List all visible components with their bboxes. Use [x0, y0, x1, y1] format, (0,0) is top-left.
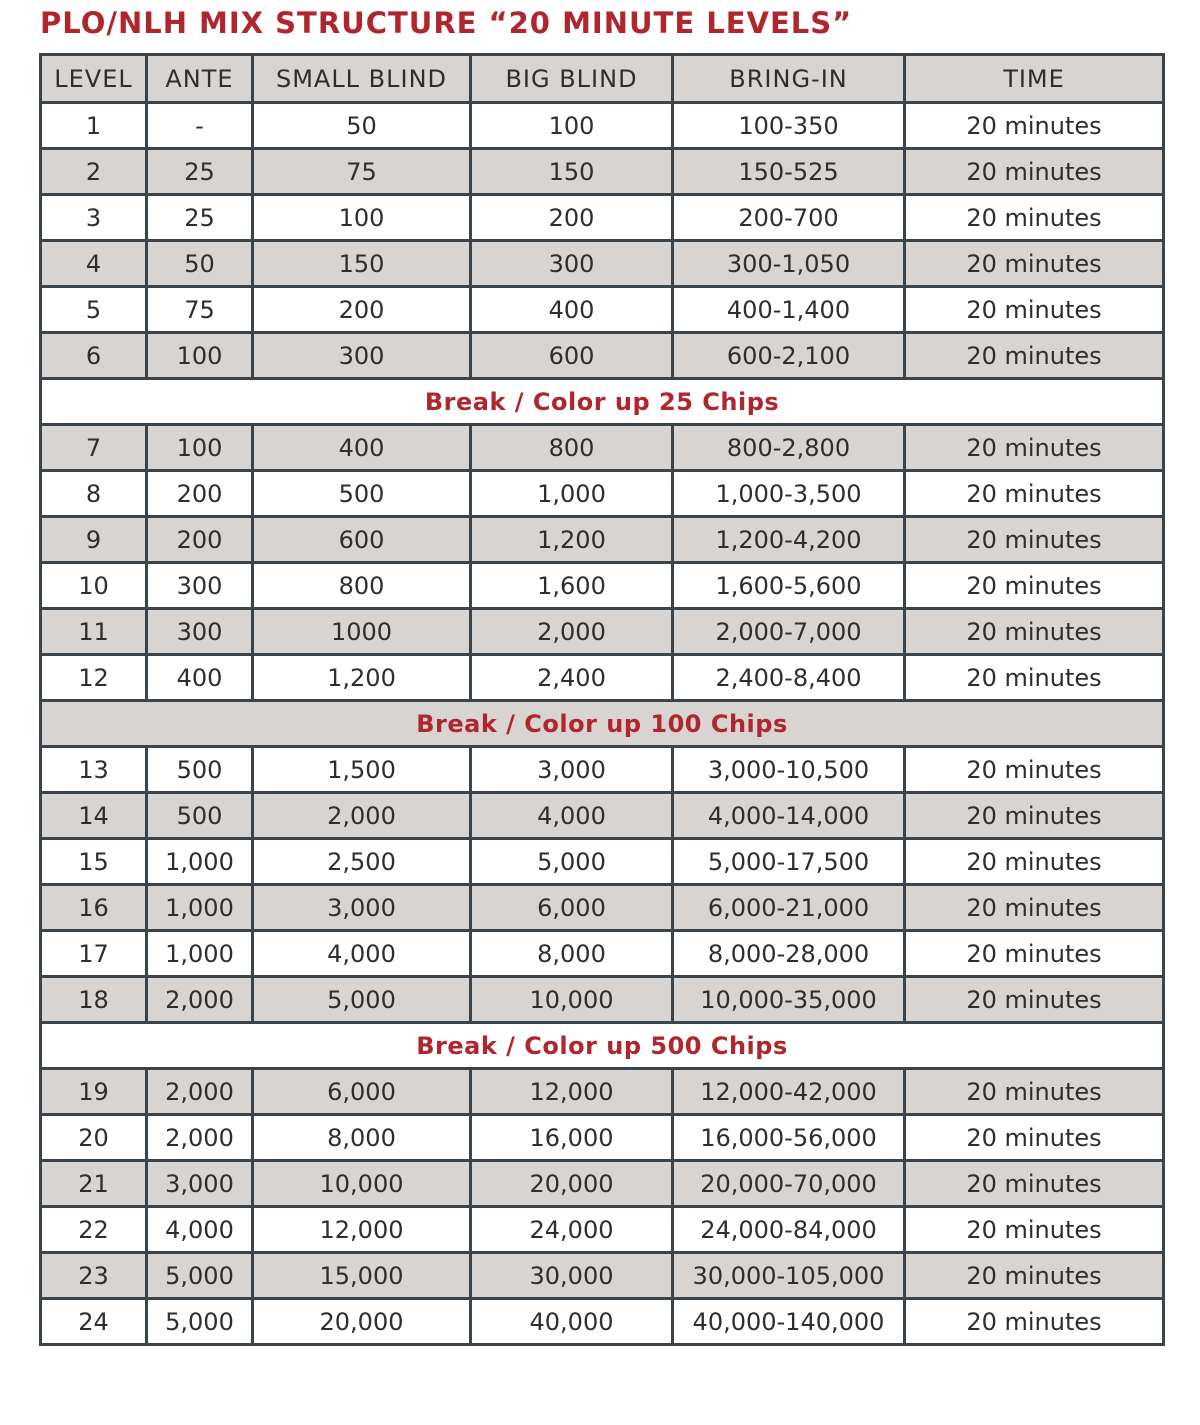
table-row — [41, 425, 1164, 471]
time-cell: 20 minutes — [905, 517, 1164, 563]
small-blind-cell: 2,500 — [253, 839, 471, 885]
big-blind-cell: 600 — [471, 333, 673, 379]
bring-in-cell: 20,000-70,000 — [673, 1161, 905, 1207]
bring-in-cell: 100-350 — [673, 103, 905, 149]
bring-in-cell: 300-1,050 — [673, 241, 905, 287]
blind-structure-table — [39, 53, 1165, 1346]
level-cell: 8 — [41, 471, 147, 517]
small-blind-cell: 10,000 — [253, 1161, 471, 1207]
header-row — [41, 55, 1164, 103]
time-cell: 20 minutes — [905, 793, 1164, 839]
table-row — [41, 747, 1164, 793]
big-blind-cell: 20,000 — [471, 1161, 673, 1207]
table-row — [41, 149, 1164, 195]
break-row — [41, 1023, 1164, 1069]
table-body — [41, 103, 1164, 1345]
small-blind-cell: 800 — [253, 563, 471, 609]
ante-cell: 25 — [147, 149, 253, 195]
bring-in-cell: 200-700 — [673, 195, 905, 241]
table-row — [41, 1253, 1164, 1299]
column-header-time: TIME — [905, 55, 1164, 103]
table-row — [41, 931, 1164, 977]
big-blind-cell: 150 — [471, 149, 673, 195]
level-cell: 15 — [41, 839, 147, 885]
bring-in-cell: 2,400-8,400 — [673, 655, 905, 701]
time-cell: 20 minutes — [905, 977, 1164, 1023]
big-blind-cell: 300 — [471, 241, 673, 287]
column-header-bring-in: BRING-IN — [673, 55, 905, 103]
small-blind-cell: 6,000 — [253, 1069, 471, 1115]
ante-cell: 3,000 — [147, 1161, 253, 1207]
ante-cell: 1,000 — [147, 885, 253, 931]
time-cell: 20 minutes — [905, 609, 1164, 655]
time-cell: 20 minutes — [905, 655, 1164, 701]
bring-in-cell: 8,000-28,000 — [673, 931, 905, 977]
time-cell: 20 minutes — [905, 333, 1164, 379]
table-row — [41, 839, 1164, 885]
time-cell: 20 minutes — [905, 931, 1164, 977]
small-blind-cell: 100 — [253, 195, 471, 241]
ante-cell: 200 — [147, 517, 253, 563]
level-cell: 14 — [41, 793, 147, 839]
small-blind-cell: 15,000 — [253, 1253, 471, 1299]
ante-cell: 1,000 — [147, 931, 253, 977]
page-title: PLO/NLH MIX STRUCTURE “20 MINUTE LEVELS” — [40, 6, 853, 40]
bring-in-cell: 10,000-35,000 — [673, 977, 905, 1023]
table-row — [41, 333, 1164, 379]
small-blind-cell: 300 — [253, 333, 471, 379]
ante-cell: 25 — [147, 195, 253, 241]
ante-cell: 100 — [147, 425, 253, 471]
big-blind-cell: 24,000 — [471, 1207, 673, 1253]
ante-cell: 1,000 — [147, 839, 253, 885]
table-row — [41, 1207, 1164, 1253]
table-row — [41, 517, 1164, 563]
time-cell: 20 minutes — [905, 839, 1164, 885]
big-blind-cell: 200 — [471, 195, 673, 241]
time-cell: 20 minutes — [905, 563, 1164, 609]
small-blind-cell: 5,000 — [253, 977, 471, 1023]
level-cell: 19 — [41, 1069, 147, 1115]
time-cell: 20 minutes — [905, 195, 1164, 241]
level-cell: 21 — [41, 1161, 147, 1207]
small-blind-cell: 600 — [253, 517, 471, 563]
ante-cell: 300 — [147, 609, 253, 655]
column-header-ante: ANTE — [147, 55, 253, 103]
big-blind-cell: 400 — [471, 287, 673, 333]
table-row — [41, 1069, 1164, 1115]
big-blind-cell: 1,000 — [471, 471, 673, 517]
level-cell: 2 — [41, 149, 147, 195]
bring-in-cell: 2,000-7,000 — [673, 609, 905, 655]
small-blind-cell: 8,000 — [253, 1115, 471, 1161]
ante-cell: 75 — [147, 287, 253, 333]
time-cell: 20 minutes — [905, 1161, 1164, 1207]
column-header-small-blind: SMALL BLIND — [253, 55, 471, 103]
column-header-big-blind: BIG BLIND — [471, 55, 673, 103]
big-blind-cell: 800 — [471, 425, 673, 471]
table-row — [41, 1299, 1164, 1345]
small-blind-cell: 20,000 — [253, 1299, 471, 1345]
big-blind-cell: 1,600 — [471, 563, 673, 609]
small-blind-cell: 3,000 — [253, 885, 471, 931]
ante-cell: - — [147, 103, 253, 149]
bring-in-cell: 1,200-4,200 — [673, 517, 905, 563]
break-row — [41, 701, 1164, 747]
small-blind-cell: 75 — [253, 149, 471, 195]
small-blind-cell: 1,500 — [253, 747, 471, 793]
big-blind-cell: 30,000 — [471, 1253, 673, 1299]
level-cell: 5 — [41, 287, 147, 333]
big-blind-cell: 16,000 — [471, 1115, 673, 1161]
break-label: Break / Color up 100 Chips — [41, 701, 1164, 747]
big-blind-cell: 2,000 — [471, 609, 673, 655]
time-cell: 20 minutes — [905, 1253, 1164, 1299]
level-cell: 13 — [41, 747, 147, 793]
break-label: Break / Color up 25 Chips — [41, 379, 1164, 425]
break-label: Break / Color up 500 Chips — [41, 1023, 1164, 1069]
table-row — [41, 793, 1164, 839]
bring-in-cell: 24,000-84,000 — [673, 1207, 905, 1253]
small-blind-cell: 50 — [253, 103, 471, 149]
small-blind-cell: 150 — [253, 241, 471, 287]
level-cell: 4 — [41, 241, 147, 287]
bring-in-cell: 30,000-105,000 — [673, 1253, 905, 1299]
bring-in-cell: 5,000-17,500 — [673, 839, 905, 885]
big-blind-cell: 12,000 — [471, 1069, 673, 1115]
bring-in-cell: 1,000-3,500 — [673, 471, 905, 517]
ante-cell: 2,000 — [147, 977, 253, 1023]
level-cell: 12 — [41, 655, 147, 701]
level-cell: 20 — [41, 1115, 147, 1161]
ante-cell: 50 — [147, 241, 253, 287]
level-cell: 16 — [41, 885, 147, 931]
ante-cell: 5,000 — [147, 1253, 253, 1299]
big-blind-cell: 1,200 — [471, 517, 673, 563]
ante-cell: 100 — [147, 333, 253, 379]
time-cell: 20 minutes — [905, 103, 1164, 149]
table-row — [41, 241, 1164, 287]
table-row — [41, 977, 1164, 1023]
bring-in-cell: 12,000-42,000 — [673, 1069, 905, 1115]
bring-in-cell: 800-2,800 — [673, 425, 905, 471]
table-row — [41, 1115, 1164, 1161]
small-blind-cell: 200 — [253, 287, 471, 333]
time-cell: 20 minutes — [905, 747, 1164, 793]
table-row — [41, 609, 1164, 655]
level-cell: 3 — [41, 195, 147, 241]
table-row — [41, 1161, 1164, 1207]
big-blind-cell: 6,000 — [471, 885, 673, 931]
bring-in-cell: 150-525 — [673, 149, 905, 195]
ante-cell: 400 — [147, 655, 253, 701]
level-cell: 11 — [41, 609, 147, 655]
ante-cell: 300 — [147, 563, 253, 609]
big-blind-cell: 3,000 — [471, 747, 673, 793]
table-row — [41, 103, 1164, 149]
break-row — [41, 379, 1164, 425]
ante-cell: 2,000 — [147, 1115, 253, 1161]
ante-cell: 5,000 — [147, 1299, 253, 1345]
time-cell: 20 minutes — [905, 885, 1164, 931]
level-cell: 23 — [41, 1253, 147, 1299]
ante-cell: 500 — [147, 793, 253, 839]
table-row — [41, 195, 1164, 241]
big-blind-cell: 8,000 — [471, 931, 673, 977]
small-blind-cell: 400 — [253, 425, 471, 471]
bring-in-cell: 6,000-21,000 — [673, 885, 905, 931]
small-blind-cell: 500 — [253, 471, 471, 517]
level-cell: 17 — [41, 931, 147, 977]
ante-cell: 500 — [147, 747, 253, 793]
table-row — [41, 655, 1164, 701]
time-cell: 20 minutes — [905, 149, 1164, 195]
big-blind-cell: 10,000 — [471, 977, 673, 1023]
big-blind-cell: 5,000 — [471, 839, 673, 885]
time-cell: 20 minutes — [905, 425, 1164, 471]
small-blind-cell: 4,000 — [253, 931, 471, 977]
table-row — [41, 563, 1164, 609]
bring-in-cell: 4,000-14,000 — [673, 793, 905, 839]
level-cell: 10 — [41, 563, 147, 609]
time-cell: 20 minutes — [905, 1069, 1164, 1115]
big-blind-cell: 4,000 — [471, 793, 673, 839]
big-blind-cell: 100 — [471, 103, 673, 149]
time-cell: 20 minutes — [905, 1207, 1164, 1253]
time-cell: 20 minutes — [905, 241, 1164, 287]
column-header-level: LEVEL — [41, 55, 147, 103]
level-cell: 24 — [41, 1299, 147, 1345]
big-blind-cell: 40,000 — [471, 1299, 673, 1345]
table-row — [41, 885, 1164, 931]
level-cell: 1 — [41, 103, 147, 149]
time-cell: 20 minutes — [905, 1115, 1164, 1161]
level-cell: 9 — [41, 517, 147, 563]
ante-cell: 200 — [147, 471, 253, 517]
small-blind-cell: 1,200 — [253, 655, 471, 701]
level-cell: 22 — [41, 1207, 147, 1253]
small-blind-cell: 2,000 — [253, 793, 471, 839]
bring-in-cell: 40,000-140,000 — [673, 1299, 905, 1345]
ante-cell: 4,000 — [147, 1207, 253, 1253]
table-row — [41, 471, 1164, 517]
table-row — [41, 287, 1164, 333]
bring-in-cell: 400-1,400 — [673, 287, 905, 333]
ante-cell: 2,000 — [147, 1069, 253, 1115]
bring-in-cell: 1,600-5,600 — [673, 563, 905, 609]
time-cell: 20 minutes — [905, 287, 1164, 333]
level-cell: 6 — [41, 333, 147, 379]
time-cell: 20 minutes — [905, 1299, 1164, 1345]
big-blind-cell: 2,400 — [471, 655, 673, 701]
level-cell: 7 — [41, 425, 147, 471]
time-cell: 20 minutes — [905, 471, 1164, 517]
small-blind-cell: 12,000 — [253, 1207, 471, 1253]
bring-in-cell: 600-2,100 — [673, 333, 905, 379]
bring-in-cell: 3,000-10,500 — [673, 747, 905, 793]
level-cell: 18 — [41, 977, 147, 1023]
bring-in-cell: 16,000-56,000 — [673, 1115, 905, 1161]
small-blind-cell: 1000 — [253, 609, 471, 655]
